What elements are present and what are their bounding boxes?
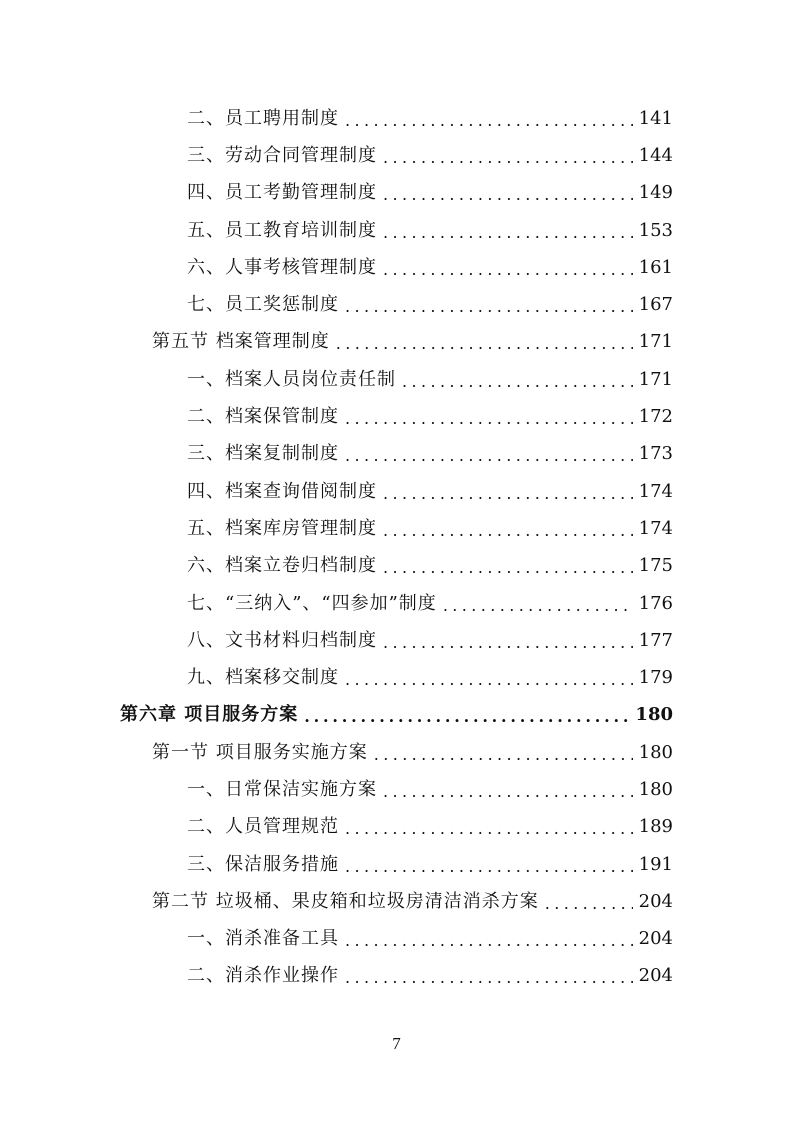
dot-leader bbox=[345, 933, 633, 949]
dot-leader bbox=[402, 374, 633, 390]
toc-entry-page: 174 bbox=[638, 517, 673, 539]
dot-leader bbox=[383, 784, 633, 800]
dot-leader bbox=[383, 635, 633, 651]
page-number: 7 bbox=[392, 1034, 401, 1053]
toc-entry-item[interactable] bbox=[0, 958, 793, 995]
toc-entry-page: 189 bbox=[638, 816, 673, 838]
toc-entry-item[interactable] bbox=[0, 175, 793, 212]
toc-entry-title: 三、保洁服务措施 bbox=[187, 853, 339, 875]
dot-leader bbox=[345, 411, 633, 427]
dot-leader bbox=[345, 970, 633, 986]
toc-entry-item[interactable] bbox=[0, 921, 793, 958]
toc-entry-title: 七、“三纳入”、“四参加”制度 bbox=[187, 592, 437, 614]
toc-entry-page: 180 bbox=[638, 778, 673, 800]
toc-entry-item[interactable] bbox=[0, 286, 793, 323]
toc-entry-page: 172 bbox=[638, 406, 673, 428]
dot-leader bbox=[383, 523, 633, 539]
toc-entry-chapter[interactable] bbox=[0, 697, 793, 734]
toc-entry-page: 180 bbox=[635, 704, 673, 726]
toc-entry-title: 四、员工考勤管理制度 bbox=[187, 182, 377, 204]
toc-entry-title: 四、档案查询借阅制度 bbox=[187, 480, 377, 502]
dot-leader bbox=[345, 448, 633, 464]
toc-entry-item[interactable] bbox=[0, 622, 793, 659]
dot-leader bbox=[383, 486, 633, 502]
toc-entry-item[interactable] bbox=[0, 473, 793, 510]
dot-leader bbox=[345, 299, 633, 315]
toc-entry-page: 204 bbox=[638, 965, 673, 987]
dot-leader bbox=[383, 262, 633, 278]
toc-entry-page: 171 bbox=[638, 331, 673, 353]
toc-entry-page: 176 bbox=[638, 592, 673, 614]
toc-entry-section[interactable] bbox=[0, 324, 793, 361]
toc-entry-item[interactable] bbox=[0, 249, 793, 286]
dot-leader bbox=[383, 187, 633, 203]
toc-entry-page: 161 bbox=[638, 256, 673, 278]
toc-entry-item[interactable] bbox=[0, 585, 793, 622]
toc-entry-page: 177 bbox=[638, 629, 673, 651]
toc-entry-title: 第六章 项目服务方案 bbox=[120, 704, 299, 726]
toc-entry-title: 六、人事考核管理制度 bbox=[187, 256, 377, 278]
toc-entry-page: 153 bbox=[638, 219, 673, 241]
toc-entry-title: 八、文书材料归档制度 bbox=[187, 629, 377, 651]
toc-entry-page: 191 bbox=[638, 853, 673, 875]
toc-entry-page: 144 bbox=[638, 144, 673, 166]
toc-entry-title: 二、员工聘用制度 bbox=[187, 107, 339, 129]
toc-entry-item[interactable] bbox=[0, 548, 793, 585]
dot-leader bbox=[345, 859, 633, 875]
toc-entry-title: 第二节 垃圾桶、果皮箱和垃圾房清洁消杀方案 bbox=[152, 890, 539, 912]
toc-entry-title: 三、档案复制制度 bbox=[187, 443, 339, 465]
dot-leader bbox=[383, 150, 633, 166]
toc-entry-page: 173 bbox=[638, 443, 673, 465]
toc-entry-section[interactable] bbox=[0, 883, 793, 920]
dot-leader bbox=[383, 225, 633, 241]
toc-entry-title: 第一节 项目服务实施方案 bbox=[152, 741, 368, 763]
toc-entry-title: 二、档案保管制度 bbox=[187, 406, 339, 428]
toc-entry-title: 七、员工奖惩制度 bbox=[187, 294, 339, 316]
toc-entry-title: 五、员工教育培训制度 bbox=[187, 219, 377, 241]
toc-entry-page: 167 bbox=[638, 294, 673, 316]
toc-entry-page: 204 bbox=[638, 890, 673, 912]
toc-entry-item[interactable] bbox=[0, 361, 793, 398]
toc-entry-page: 179 bbox=[638, 667, 673, 689]
toc-entry-item[interactable] bbox=[0, 510, 793, 547]
toc-entry-section[interactable] bbox=[0, 734, 793, 771]
dot-leader bbox=[374, 747, 633, 763]
toc-entry-item[interactable] bbox=[0, 137, 793, 174]
dot-leader bbox=[443, 598, 633, 614]
toc-entry-title: 五、档案库房管理制度 bbox=[187, 517, 377, 539]
toc-entry-item[interactable] bbox=[0, 771, 793, 808]
toc-entry-title: 三、劳动合同管理制度 bbox=[187, 144, 377, 166]
toc-entry-page: 180 bbox=[638, 741, 673, 763]
toc-entry-item[interactable] bbox=[0, 659, 793, 696]
dot-leader bbox=[336, 336, 633, 352]
dot-leader bbox=[304, 709, 629, 725]
toc-entry-title: 一、消杀准备工具 bbox=[187, 928, 339, 950]
toc-entry-title: 二、人员管理规范 bbox=[187, 816, 339, 838]
toc-entry-item[interactable] bbox=[0, 212, 793, 249]
toc-entry-title: 一、档案人员岗位责任制 bbox=[187, 368, 396, 390]
dot-leader bbox=[345, 821, 633, 837]
toc-entry-item[interactable] bbox=[0, 436, 793, 473]
toc-entry-page: 149 bbox=[638, 182, 673, 204]
toc-entry-item[interactable] bbox=[0, 846, 793, 883]
toc-entry-page: 175 bbox=[638, 555, 673, 577]
toc-entry-item[interactable] bbox=[0, 398, 793, 435]
toc-entry-page: 141 bbox=[638, 107, 673, 129]
dot-leader bbox=[383, 560, 633, 576]
toc-entry-title: 二、消杀作业操作 bbox=[187, 965, 339, 987]
toc-entry-page: 204 bbox=[638, 928, 673, 950]
toc-entry-item[interactable] bbox=[0, 809, 793, 846]
toc-entry-item[interactable] bbox=[0, 100, 793, 137]
toc-entry-title: 一、日常保洁实施方案 bbox=[187, 778, 377, 800]
toc-entry-title: 九、档案移交制度 bbox=[187, 667, 339, 689]
dot-leader bbox=[345, 113, 633, 129]
toc-entry-title: 六、档案立卷归档制度 bbox=[187, 555, 377, 577]
dot-leader bbox=[545, 896, 633, 912]
dot-leader bbox=[345, 672, 633, 688]
toc-entry-page: 174 bbox=[638, 480, 673, 502]
toc-entry-page: 171 bbox=[638, 368, 673, 390]
toc-entry-title: 第五节 档案管理制度 bbox=[152, 331, 330, 353]
table-of-contents bbox=[0, 100, 793, 995]
